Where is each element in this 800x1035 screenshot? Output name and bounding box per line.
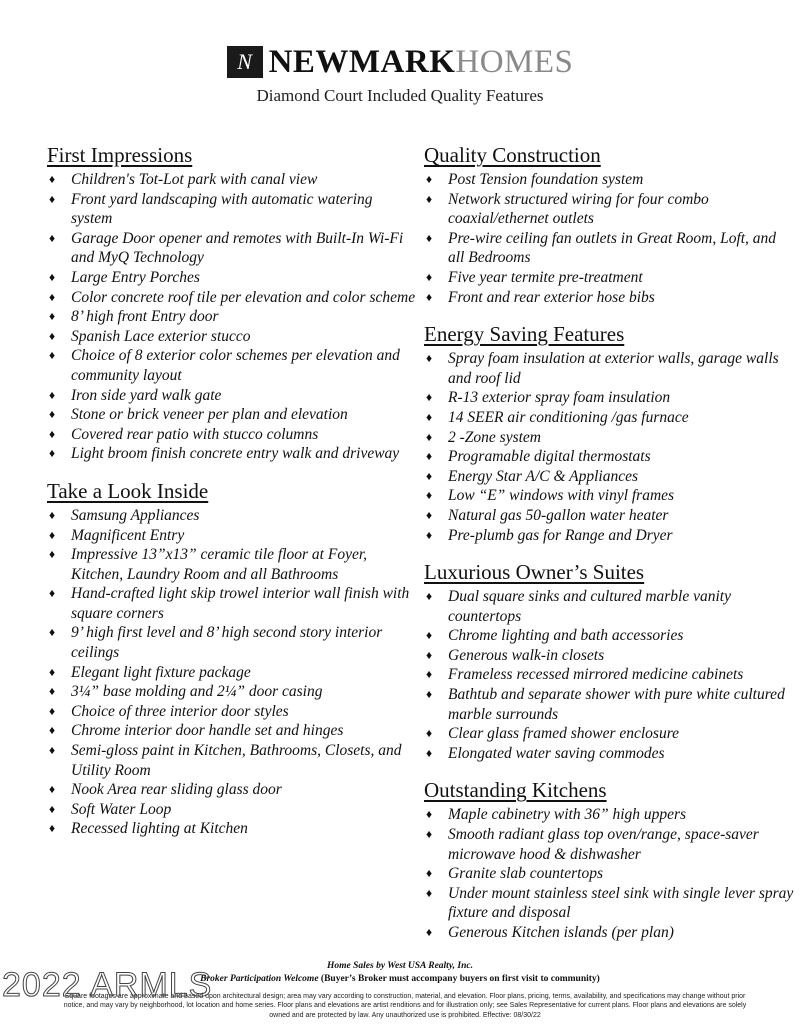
feature-item-text: Stone or brick veneer per plan and elevation [71, 406, 348, 424]
diamond-bullet-icon: ♦ [426, 628, 433, 643]
feature-section [424, 559, 794, 763]
diamond-bullet-icon: ♦ [426, 269, 433, 284]
feature-item-text: Natural gas 50-gallon water heater [448, 506, 669, 524]
diamond-bullet-icon: ♦ [426, 191, 433, 206]
feature-item [424, 190, 794, 229]
feature-item [47, 623, 417, 662]
feature-item-text: Network structured wiring for four combo coaxial/ethernet outlets [448, 190, 709, 228]
feature-item [424, 805, 794, 825]
diamond-bullet-icon: ♦ [49, 269, 56, 284]
footer-sales-line: Home Sales by West USA Realty, Inc. [326, 961, 474, 971]
feature-item [424, 170, 794, 190]
feature-item-text: Light broom finish concrete entry walk and driveway [71, 445, 400, 463]
feature-item-text: Under mount stainless steel sink with single lever spray fixture and disposal [448, 884, 794, 922]
feature-item-text: Energy Star A/C & Appliances [448, 467, 639, 485]
left-column [47, 142, 417, 853]
feature-item-text: 3¼” base molding and 2¼” door casing [71, 683, 323, 701]
diamond-bullet-icon: ♦ [426, 351, 433, 366]
feature-item [424, 288, 794, 308]
diamond-bullet-icon: ♦ [426, 589, 433, 604]
feature-item-text: Pre-plumb gas for Range and Dryer [448, 526, 673, 544]
diamond-bullet-icon: ♦ [426, 527, 433, 542]
footer-disclaimer: Square footages are approximate and based upon architectural design; area may vary according to construction, material, and elevation. Floor plans, pricing, terms, availability, and specifications may change without prior notice, and may vary by neighborhood, lot location and home series. Floor plans and elevations are artist renditions and for illustration only; see Sales Representative for current plans. Floor plans and elevations are solely owned and are protected by law. Any unauthorized use is prohibited. Effective: 08/30/22 [63, 993, 747, 1019]
feature-item-text: 8’ high front Entry door [71, 308, 219, 326]
diamond-bullet-icon: ♦ [49, 426, 56, 441]
diamond-bullet-icon: ♦ [49, 743, 56, 758]
feature-item-text: Chrome interior door handle set and hinges [71, 722, 344, 740]
feature-item [424, 506, 794, 526]
feature-item [424, 724, 794, 744]
diamond-bullet-icon: ♦ [426, 925, 433, 939]
feature-item [47, 506, 417, 526]
feature-item [47, 444, 417, 464]
logo-mark-icon: N [227, 46, 263, 78]
diamond-bullet-icon: ♦ [49, 289, 56, 304]
feature-item [47, 702, 417, 722]
feature-item [424, 884, 794, 923]
diamond-bullet-icon: ♦ [426, 745, 433, 760]
feature-item [424, 486, 794, 506]
feature-item [424, 825, 794, 864]
feature-item [47, 405, 417, 425]
feature-item [424, 646, 794, 666]
diamond-bullet-icon: ♦ [49, 801, 56, 816]
diamond-bullet-icon: ♦ [426, 885, 433, 900]
feature-item [47, 584, 417, 623]
feature-item [424, 665, 794, 685]
feature-item-text: Elongated water saving commodes [448, 744, 665, 762]
feature-item [424, 447, 794, 467]
diamond-bullet-icon: ♦ [426, 866, 433, 881]
feature-item-text: 2 -Zone system [448, 428, 541, 446]
feature-item-text: Smooth radiant glass top oven/range, space-saver microwave hood & dishwasher [448, 826, 759, 863]
feature-item-text: Impressive 13”x13” ceramic tile floor at Foyer, Kitchen, Laundry Room and all Bathrooms [71, 546, 368, 583]
diamond-bullet-icon: ♦ [426, 647, 433, 662]
diamond-bullet-icon: ♦ [426, 468, 433, 483]
diamond-bullet-icon: ♦ [426, 429, 433, 444]
brand-name-bold: NEWMARK [268, 43, 456, 80]
diamond-bullet-icon: ♦ [49, 821, 56, 836]
feature-item-text: Clear glass framed shower enclosure [448, 725, 680, 743]
diamond-bullet-icon: ♦ [49, 664, 56, 679]
diamond-bullet-icon: ♦ [49, 309, 56, 324]
feature-section [424, 321, 794, 545]
feature-item [424, 526, 794, 546]
diamond-bullet-icon: ♦ [49, 547, 56, 562]
feature-item [424, 467, 794, 487]
feature-item [424, 685, 794, 724]
section-title: Quality Construction [424, 143, 601, 167]
feature-item-text: Choice of 8 exterior color schemes per elevation and community layout [71, 347, 400, 384]
brand-name-light: HOMES [455, 43, 574, 80]
feature-item-text: 9’ high first level and 8’ high second story interior ceilings [71, 624, 383, 662]
feature-item-text: Generous walk-in closets [448, 646, 605, 664]
brand-logo [0, 44, 800, 80]
feature-item-text: Samsung Appliances [71, 506, 200, 524]
feature-item-text: Semi-gloss paint in Kitchen, Bathrooms, Closets, and Utility Room [71, 742, 402, 779]
feature-item-text: Five year termite pre-treatment [448, 268, 643, 286]
diamond-bullet-icon: ♦ [426, 409, 433, 424]
feature-section [424, 142, 794, 307]
diamond-bullet-icon: ♦ [426, 488, 433, 503]
feature-item-text: Elegant light fixture package [71, 663, 251, 681]
feature-section [47, 478, 417, 839]
feature-item [424, 923, 794, 943]
feature-item [424, 388, 794, 408]
diamond-bullet-icon: ♦ [49, 348, 56, 363]
feature-item-text: 14 SEER air conditioning /gas furnace [448, 408, 689, 426]
feature-item [424, 229, 794, 268]
diamond-bullet-icon: ♦ [49, 230, 56, 245]
document-subtitle: Diamond Court Included Quality Features [256, 86, 544, 105]
diamond-bullet-icon: ♦ [49, 387, 56, 402]
feature-item-text: Dual square sinks and cultured marble vanity countertops [448, 588, 731, 625]
section-title: Take a Look Inside [47, 478, 209, 503]
feature-item [424, 268, 794, 288]
feature-item-text: Choice of three interior door styles [71, 702, 289, 720]
feature-item [47, 327, 417, 347]
feature-item [47, 346, 417, 385]
feature-item [424, 428, 794, 448]
feature-item-text: R-13 exterior spray foam insulation [448, 389, 671, 407]
feature-item-text: Programable digital thermostats [448, 448, 651, 466]
feature-item-text: Color concrete roof tile per elevation and color scheme [71, 288, 416, 306]
feature-item [47, 425, 417, 445]
diamond-bullet-icon: ♦ [426, 726, 433, 741]
section-title: Luxurious Owner’s Suites [424, 560, 645, 585]
feature-item-text: Maple cabinetry with 36” high uppers [448, 806, 687, 824]
diamond-bullet-icon: ♦ [426, 449, 433, 464]
feature-item [47, 682, 417, 702]
diamond-bullet-icon: ♦ [426, 687, 433, 702]
diamond-bullet-icon: ♦ [426, 827, 433, 842]
diamond-bullet-icon: ♦ [426, 289, 433, 304]
footer-broker-welcome: Broker Participation Welcome [200, 974, 319, 984]
feature-item [47, 170, 417, 190]
feature-item-text: Children's Tot-Lot park with canal view [71, 171, 318, 188]
diamond-bullet-icon: ♦ [49, 172, 56, 186]
feature-item [47, 190, 417, 229]
diamond-bullet-icon: ♦ [49, 703, 56, 718]
section-title: Energy Saving Features [424, 322, 625, 347]
diamond-bullet-icon: ♦ [49, 527, 56, 542]
feature-item-text: Front and rear exterior hose bibs [448, 288, 655, 306]
feature-item-text: Large Entry Porches [71, 268, 200, 286]
feature-item [424, 408, 794, 428]
diamond-bullet-icon: ♦ [426, 172, 433, 186]
diamond-bullet-icon: ♦ [49, 191, 56, 206]
feature-item [47, 819, 417, 839]
feature-section [424, 777, 794, 942]
diamond-bullet-icon: ♦ [49, 586, 56, 601]
diamond-bullet-icon: ♦ [49, 723, 56, 738]
feature-item [47, 663, 417, 683]
feature-item-text: Iron side yard walk gate [71, 386, 222, 404]
feature-item-text: Magnificent Entry [71, 526, 185, 544]
diamond-bullet-icon: ♦ [426, 390, 433, 405]
feature-item-text: Spanish Lace exterior stucco [71, 327, 251, 345]
feature-item [47, 386, 417, 406]
diamond-bullet-icon: ♦ [426, 507, 433, 522]
feature-item [47, 780, 417, 800]
feature-section [47, 142, 417, 464]
feature-item-text: Bathtub and separate shower with pure white cultured marble surrounds [448, 686, 785, 723]
feature-item-text: Soft Water Loop [71, 800, 172, 818]
diamond-bullet-icon: ♦ [426, 807, 433, 822]
feature-item-text: Nook Area rear sliding glass door [71, 781, 282, 799]
feature-item [424, 744, 794, 764]
feature-item-text: Granite slab countertops [448, 865, 603, 883]
feature-item [424, 349, 794, 388]
diamond-bullet-icon: ♦ [49, 328, 56, 343]
feature-item [424, 626, 794, 646]
feature-item-text: Recessed lighting at Kitchen [71, 820, 248, 838]
feature-item [47, 526, 417, 546]
feature-item-text: Spray foam insulation at exterior walls, garage walls and roof lid [448, 350, 779, 387]
feature-item [47, 545, 417, 584]
feature-item-text: Covered rear patio with stucco columns [71, 425, 319, 443]
diamond-bullet-icon: ♦ [49, 625, 56, 640]
brand-name [268, 43, 574, 80]
diamond-bullet-icon: ♦ [49, 446, 56, 461]
diamond-bullet-icon: ♦ [49, 407, 56, 422]
diamond-bullet-icon: ♦ [49, 782, 56, 797]
feature-item [47, 800, 417, 820]
diamond-bullet-icon: ♦ [426, 230, 433, 245]
feature-item [47, 721, 417, 741]
feature-item [47, 268, 417, 288]
diamond-bullet-icon: ♦ [49, 684, 56, 699]
right-column [424, 142, 794, 957]
feature-item [47, 229, 417, 268]
diamond-bullet-icon: ♦ [49, 507, 56, 522]
armls-watermark: 2022 ARMLS [2, 966, 213, 1004]
feature-item-text: Generous Kitchen islands (per plan) [448, 924, 674, 941]
feature-item [47, 307, 417, 327]
feature-item-text: Low “E” windows with vinyl frames [448, 487, 675, 505]
feature-item-text: Pre-wire ceiling fan outlets in Great Room, Loft, and all Bedrooms [448, 229, 777, 267]
feature-item [424, 864, 794, 884]
diamond-bullet-icon: ♦ [426, 667, 433, 682]
feature-item [424, 587, 794, 626]
feature-item-text: Front yard landscaping with automatic watering system [71, 190, 373, 228]
feature-item-text: Frameless recessed mirrored medicine cabinets [448, 666, 744, 684]
feature-item-text: Hand-crafted light skip trowel interior wall finish with square corners [71, 585, 410, 622]
feature-item [47, 288, 417, 308]
footer-broker-note: (Buyer’s Broker must accompany buyers on first visit to community) [318, 974, 600, 984]
feature-item-text: Garage Door opener and remotes with Built-In Wi-Fi and MyQ Technology [71, 229, 404, 267]
section-title: First Impressions [47, 143, 193, 167]
feature-item-text: Post Tension foundation system [448, 171, 644, 188]
feature-item [47, 741, 417, 780]
feature-item-text: Chrome lighting and bath accessories [448, 627, 684, 645]
section-title: Outstanding Kitchens [424, 778, 607, 803]
